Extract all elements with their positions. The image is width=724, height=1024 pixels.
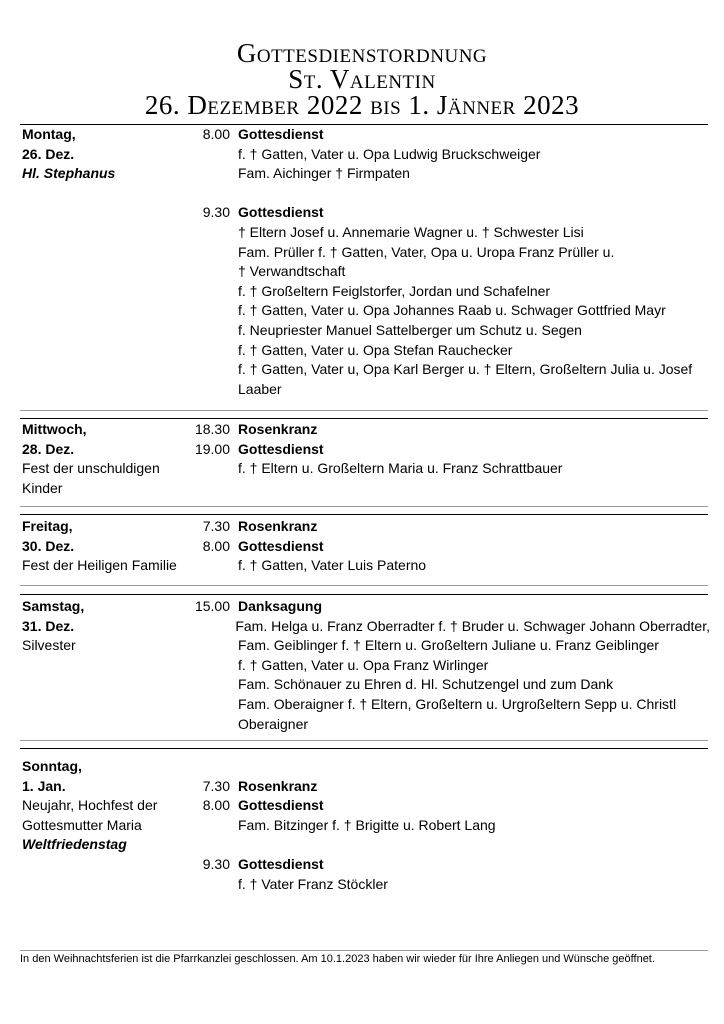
day-date: 26. Dez.: [22, 145, 75, 162]
intention: f. † Vater Franz Stöckler: [238, 875, 388, 892]
service-title: Rosenkranz: [238, 777, 318, 794]
feast-name: Silvester: [22, 637, 76, 654]
service-row: [190, 125, 710, 145]
feast-name: Fest der unschuldigen: [22, 460, 160, 477]
service-row: [190, 777, 710, 797]
service-time: 9.30: [202, 204, 230, 221]
intention: Fam. Geiblinger f. † Eltern u. Großeltern Juliane u. Franz Geiblinger: [238, 637, 659, 654]
section-divider: [20, 506, 708, 507]
intention: Fam. Helga u. Franz Oberradter f. † Bruder u. Schwager Johann Oberradter,: [235, 617, 710, 634]
weekday: Sonntag,: [22, 758, 82, 774]
date-range: 26. Dezember 2022 bis 1. Jänner 2023: [144, 90, 580, 120]
intention: f. Neupriester Manuel Sattelberger um Schutz u. Segen: [238, 321, 582, 338]
intention: Oberaigner: [238, 715, 309, 732]
section-divider: [20, 514, 708, 515]
intention: f. † Gatten, Vater u. Opa Ludwig Bruckschweiger: [238, 145, 541, 162]
service-time: 15.00: [194, 598, 230, 614]
feast-name: Kinder: [22, 479, 63, 496]
intention: f. † Gatten, Vater u. Opa Stefan Rauchecker: [238, 341, 513, 358]
section-divider: [20, 740, 708, 741]
intention: Fam. Prüller f. † Gatten, Vater, Opa u. Uropa Franz Prüller u.: [238, 243, 615, 260]
service-row: [190, 203, 710, 223]
service-row: [190, 855, 710, 875]
service-title: Gottesdienst: [238, 440, 324, 457]
intention: f. † Gatten, Vater u. Opa Johannes Raab u. Schwager Gottfried Mayr: [238, 302, 666, 319]
feast-name: Neujahr, Hochfest der: [22, 797, 158, 814]
service-title: Gottesdienst: [238, 537, 324, 554]
document-header: [0, 0, 724, 118]
intention: † Eltern Josef u. Annemarie Wagner u. † Schwester Lisi: [238, 223, 584, 240]
feast-name: Hl. Stephanus: [22, 165, 116, 182]
service-time: 8.00: [202, 797, 230, 814]
section-divider: [20, 585, 708, 586]
feast-name: Fest der Heiligen Familie: [22, 557, 177, 574]
page-title: Gottesdienstordnung: [236, 38, 488, 68]
intention: f. † Gatten, Vater Luis Paterno: [238, 557, 427, 574]
intention: f. † Gatten, Vater u. Opa Franz Wirlinger: [238, 656, 489, 673]
intention: f. † Gatten, Vater u, Opa Karl Berger u. † Eltern, Großeltern Julia u. Josef: [238, 361, 693, 378]
weekday: Samstag,: [22, 598, 85, 614]
intention: f. † Großeltern Feiglstorfer, Jordan und Schafelner: [238, 282, 551, 299]
service-time: 9.30: [202, 855, 230, 872]
intention: Fam. Aichinger † Firmpaten: [238, 165, 410, 182]
intention: Fam. Schönauer zu Ehren d. Hl. Schutzengel und zum Dank: [238, 676, 614, 693]
service-row: [190, 537, 710, 557]
feast-name-emphasis: Weltfriedenstag: [22, 836, 127, 853]
intention: Fam. Bitzinger f. † Brigitte u. Robert Lang: [238, 816, 496, 833]
service-row: [190, 796, 710, 816]
day-date: 30. Dez.: [22, 537, 75, 554]
service-title: Rosenkranz: [238, 421, 318, 437]
weekday: Mittwoch,: [22, 421, 87, 437]
office-notice: In den Weihnachtsferien ist die Pfarrkanzlei geschlossen. Am 10.1.2023 haben wir wieder für Ihre Anliegen und Wünsche geöffnet.: [20, 953, 655, 965]
service-title: Rosenkranz: [238, 518, 318, 534]
service-time: 18.30: [194, 421, 230, 437]
section-divider: [20, 594, 708, 595]
service-title: Danksagung: [238, 598, 323, 614]
footer-divider: [20, 950, 708, 951]
service-time: 7.30: [202, 518, 230, 534]
intention: Fam. Oberaigner f. † Eltern, Großeltern u. Urgroßeltern Sepp u. Christl: [238, 695, 677, 712]
service-title: Gottesdienst: [238, 204, 324, 221]
weekday: Freitag,: [22, 518, 73, 534]
intention: † Verwandtschaft: [238, 263, 346, 280]
weekday: Montag,: [22, 126, 76, 142]
section-divider: [20, 418, 708, 419]
section-divider: [20, 410, 708, 411]
service-time: 7.30: [202, 777, 230, 794]
service-row: [190, 420, 710, 440]
church-name: St. Valentin: [288, 64, 436, 94]
intention: Laaber: [238, 380, 282, 397]
feast-name: Gottesmutter Maria: [22, 816, 142, 833]
intention: f. † Eltern u. Großeltern Maria u. Franz Schrattbauer: [238, 460, 563, 477]
service-time: 19.00: [194, 440, 230, 457]
service-time: 8.00: [202, 126, 230, 142]
service-title: Gottesdienst: [238, 126, 324, 142]
service-title: Gottesdienst: [238, 855, 324, 872]
day-date: 28. Dez.: [22, 440, 75, 457]
service-title: Gottesdienst: [238, 797, 324, 814]
day-date: 31. Dez.: [22, 617, 75, 634]
service-row: [190, 517, 710, 537]
section-divider: [20, 748, 708, 749]
service-row: [190, 440, 710, 460]
service-time: 8.00: [202, 537, 230, 554]
service-row: [190, 597, 710, 617]
day-date: 1. Jan.: [22, 777, 66, 794]
